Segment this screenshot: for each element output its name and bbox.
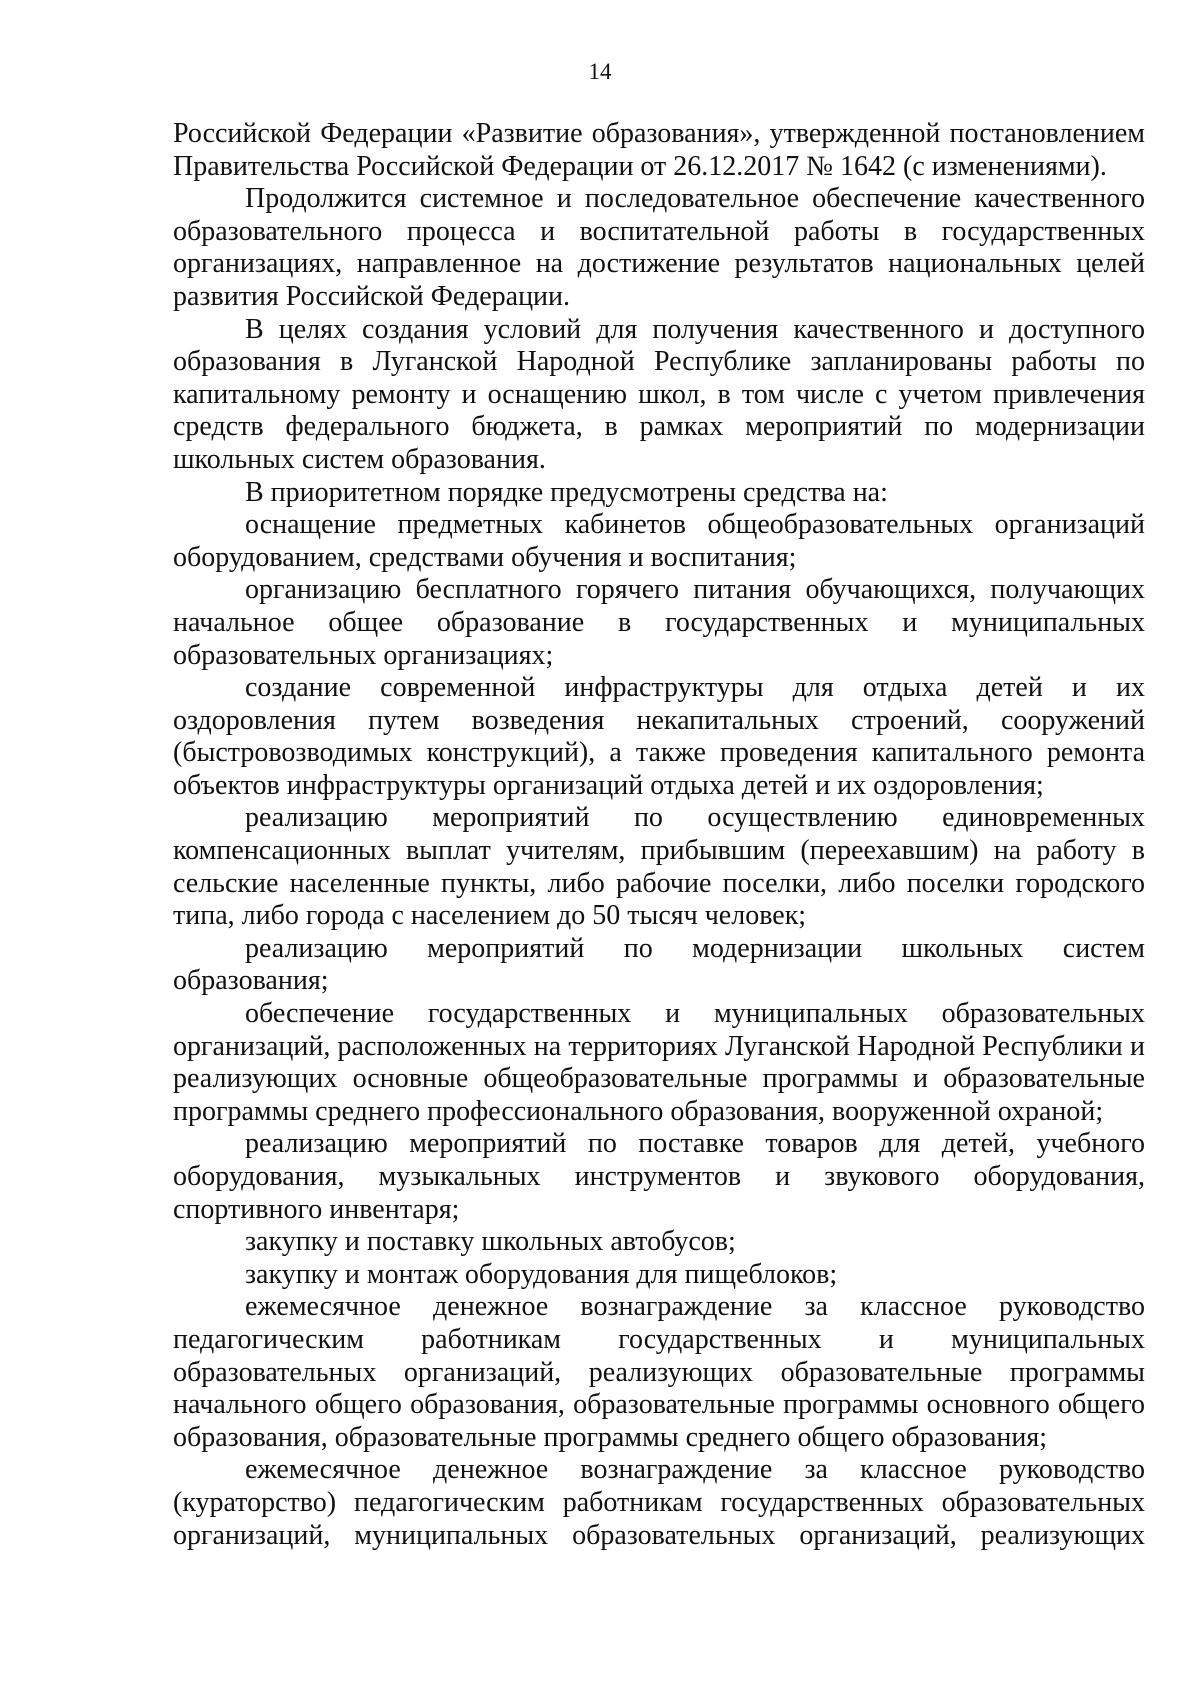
list-item-school-modernization: реализацию мероприятий по модернизации школьных систем образования; [173, 932, 1145, 997]
list-item-school-buses: закупку и поставку школьных автобусов; [245, 1226, 736, 1258]
paragraph-education-process: Продолжится системное и последовательное обеспечение качественного образовательного процесса и воспитательной работы в государственных организациях, направленное на достижение результатов национальных целей развития Российской Федерации. [173, 183, 1145, 312]
list-item-canteen-equipment: закупку и монтаж оборудования для пищеблоков; [245, 1258, 838, 1290]
paragraph-priority-funds: В приоритетном порядке предусмотрены средства на: [245, 476, 888, 508]
list-item-curatorship-reward: ежемесячное денежное вознаграждение за классное руководство (кураторство) педагогическим работникам государственных образовательных организаций, муниципальных образовательных организаций, реализующих [173, 1454, 1145, 1551]
list-item-class-leadership-reward: ежемесячное денежное вознаграждение за классное руководство педагогическим работникам государственных и муниципальных образовательных организаций, реализующих образовательные программы начального общего образования, образовательные программы основного общего образования, образовательные программы среднего общего образования; [173, 1291, 1145, 1453]
paragraph-continuation: Российской Федерации «Развитие образования», утвержденной постановлением Правительства Российской Федерации от 26.12.2017 № 1642 (с изменениями). [173, 118, 1145, 182]
page-number: 14 [588, 59, 612, 84]
document-body [173, 118, 1145, 1552]
paragraph-school-repair: В целях создания условий для получения качественного и доступного образования в Луганской Народной Республике запланированы работы по капитальному ремонту и оснащению школ, в том числе с учетом привлечения средств федерального бюджета, в рамках мероприятий по модернизации школьных систем образования. [173, 313, 1145, 475]
list-item-armed-security: обеспечение государственных и муниципальных образовательных организаций, расположенных на территориях Луганской Народной Республики и реализующих основные общеобразовательные программы и образовательные программы среднего профессионального образования, вооруженной охраной; [173, 998, 1145, 1127]
list-item-teacher-payments: реализацию мероприятий по осуществлению единовременных компенсационных выплат учителям, прибывшим (переехавшим) на работу в сельские населенные пункты, либо рабочие поселки, либо поселки городского типа, либо города с населением до 50 тысяч человек; [173, 802, 1145, 932]
list-item-hot-meals: организацию бесплатного горячего питания обучающихся, получающих начальное общее образование в государственных и муниципальных образовательных организациях; [173, 574, 1145, 671]
list-item-goods-supply: реализацию мероприятий по поставке товаров для детей, учебного оборудования, музыкальных инструментов и звукового оборудования, спортивного инвентаря; [173, 1128, 1145, 1225]
list-item-recreation-infrastructure: создание современной инфраструктуры для отдыха детей и их оздоровления путем возведения некапитальных строений, сооружений (быстровозводимых конструкций), а также проведения капитального ремонта объектов инфраструктуры организаций отдыха детей и их оздоровления; [173, 672, 1145, 801]
list-item-equipment: оснащение предметных кабинетов общеобразовательных организаций оборудованием, средствами обучения и воспитания; [173, 509, 1145, 573]
